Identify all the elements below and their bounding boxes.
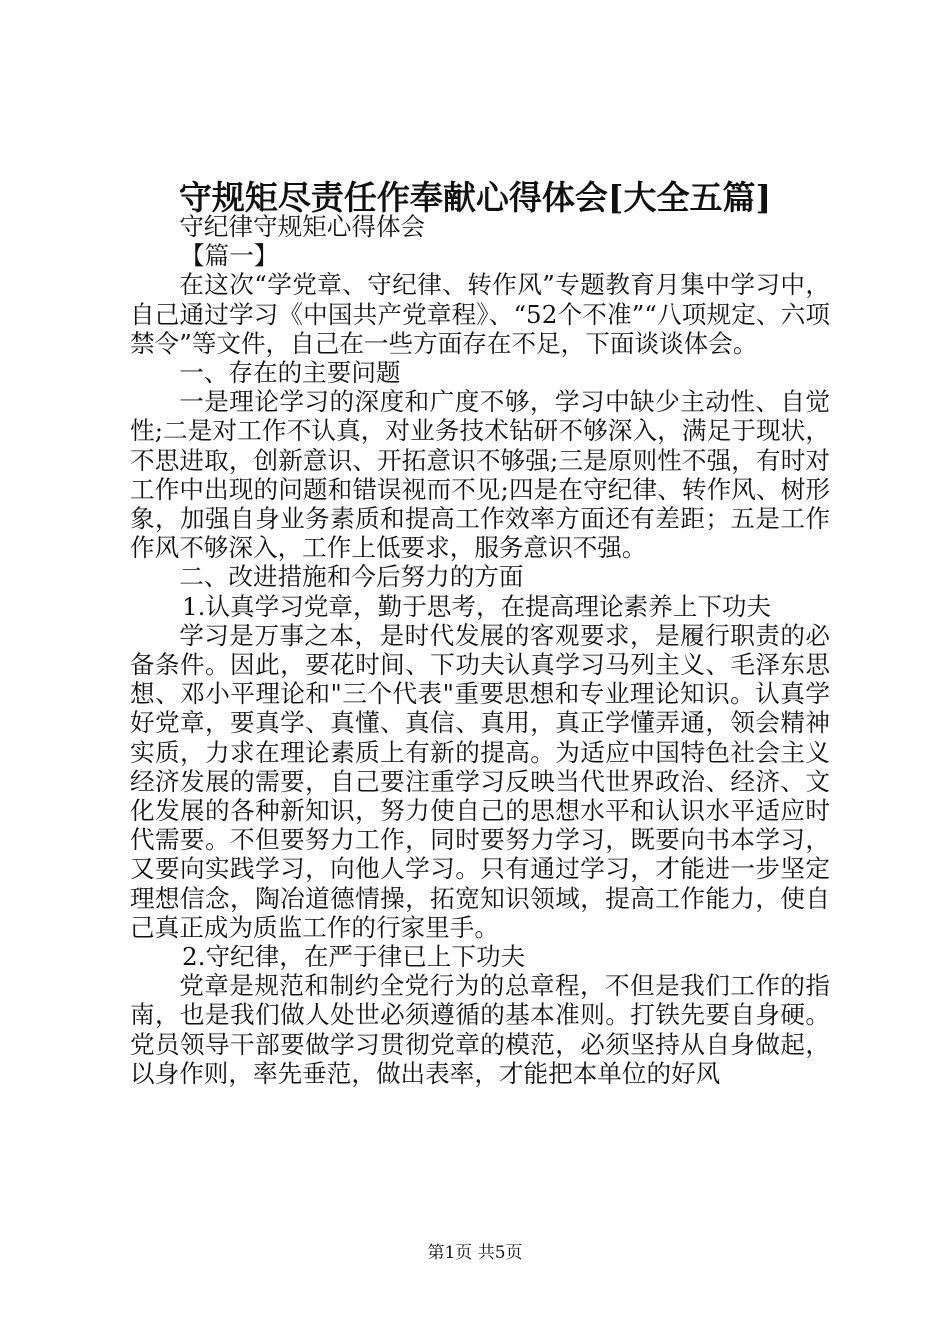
paragraph: 1.认真学习党章，勤于思考，在提高理论素养上下功夫 — [182, 591, 772, 621]
paragraph: 守纪律守规矩心得体会 — [179, 212, 426, 241]
paragraph: 学习是万事之本，是时代发展的客观要求，是履行职责的必备条件。因此，要花时间、下功夫认真学习马列主义、毛泽东思想、邓小平理论和"三个代表"重要思想和专业理论知识。认真学好党章，要真学、真懂、真信、真用，真正学懂弄通，领会精神实质，力求在理论素质上有新的提高。为适应中国特色社会主义经济发展的需要，自己要注重学习反映当代世界政治、经济、文化发展的各种新知识，努力使自己的思想水平和认识水平适应时代需要。不但要努力工作，同时要努力学习，既要向书本学习，又要向实践学习，向他人学习。只有通过学习，才能进一步坚定理想信念，陶冶道德情操，拓宽知识领域，提高工作能力，使自己真正成为质监工作的行家里手。 — [130, 620, 830, 942]
paragraph: 一、存在的主要问题 — [179, 358, 401, 388]
paragraph: 在这次“学党章、守纪律、转作风”专题教育月集中学习中，自己通过学习《中国共产党章程》、“52个不准”“八项规定、六项禁令”等文件，自己在一些方面存在不足，下面谈谈体会。 — [130, 270, 830, 358]
paragraph: 党章是规范和制约全党行为的总章程，不但是我们工作的指南，也是我们做人处世必须遵循的基本准则。打铁先要自身硬。党员领导干部要做学习贯彻党章的模范，必须坚持从自身做起，以身作则，率先垂范，做出表率，才能把本单位的好风 — [130, 971, 830, 1088]
paragraph: 一是理论学习的深度和广度不够，学习中缺少主动性、自觉性;二是对工作不认真，对业务技术钻研不够深入，满足于现状，不思进取，创新意识、开拓意识不够强;三是原则性不强，有时对工作中出现的问题和错误视而不见;四是在守纪律、转作风、树形象，加强自身业务素质和提高工作效率方面还有差距；五是工作作风不够深入，工作上低要求，服务意识不强。 — [130, 387, 830, 563]
page-footer: 第1页 共5页 — [427, 1243, 523, 1263]
paragraph: 2.守纪律，在严于律已上下功夫 — [182, 942, 526, 972]
document-body — [130, 212, 830, 1088]
document-title: 守规矩尽责任作奉献心得体会[大全五篇] — [178, 178, 772, 217]
paragraph: 【篇一】 — [180, 241, 279, 271]
paragraph: 二、改进措施和今后努力的方面 — [179, 562, 524, 592]
